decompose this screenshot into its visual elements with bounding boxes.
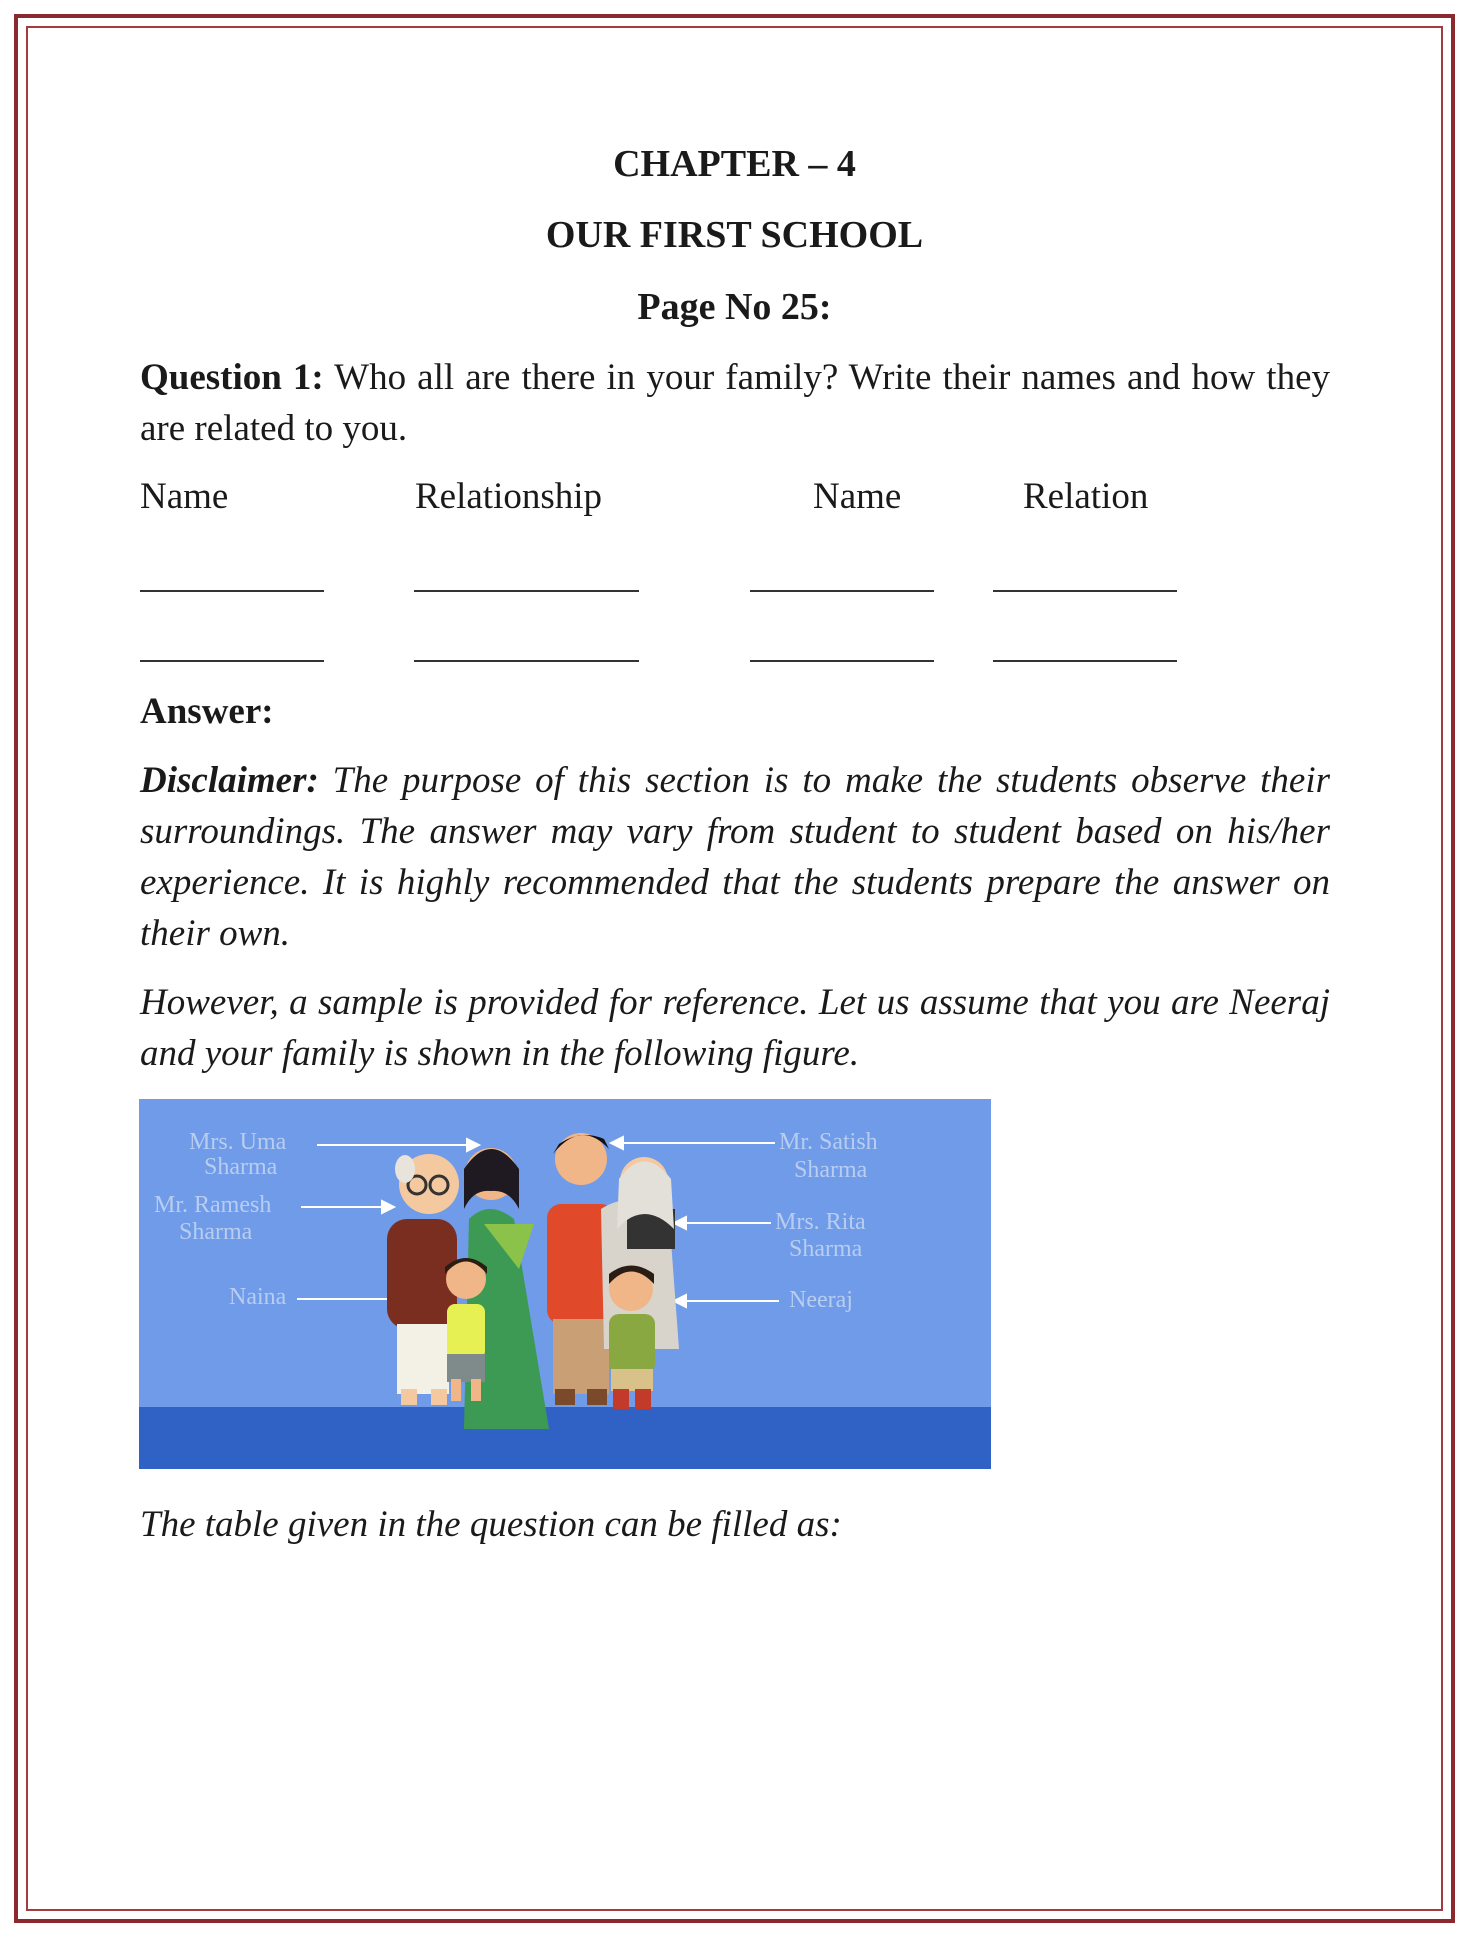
sample-paragraph: However, a sample is provided for reference. Let us assume that you are Neeraj and your family is shown in the following figure. [140, 982, 1330, 1074]
column-header-relation: Relation [1023, 476, 1149, 517]
column-header-name-1: Name [140, 476, 229, 517]
figure-neeraj [609, 1266, 655, 1410]
blank-line [414, 590, 639, 592]
blank-line [140, 660, 324, 662]
answer-label: Answer: [140, 691, 274, 732]
disclaimer-label: Disclaimer: [140, 760, 319, 801]
chapter-heading: CHAPTER – 4 [613, 143, 856, 185]
question-1 [140, 352, 1330, 454]
label-ramesh-line1: Mr. Ramesh [154, 1192, 272, 1218]
label-ramesh-line2: Sharma [179, 1219, 253, 1245]
column-header-relationship: Relationship [415, 476, 603, 517]
label-neeraj: Neeraj [789, 1287, 853, 1313]
figure-floor [139, 1407, 991, 1469]
question-label: Question 1: [140, 357, 324, 398]
label-uma-line2: Sharma [204, 1154, 278, 1180]
label-uma-line1: Mrs. Uma [189, 1129, 287, 1155]
blank-line [140, 590, 324, 592]
blank-line [414, 660, 639, 662]
blank-line [750, 660, 934, 662]
blank-line [750, 590, 934, 592]
family-illustration [139, 1099, 991, 1469]
label-rita-line2: Sharma [789, 1236, 863, 1262]
blank-line [993, 590, 1177, 592]
page-number-heading: Page No 25: [637, 286, 832, 328]
label-satish-line2: Sharma [794, 1157, 868, 1183]
blank-line [993, 660, 1177, 662]
figure-naina [445, 1258, 487, 1401]
label-naina: Naina [229, 1284, 287, 1310]
chapter-title: OUR FIRST SCHOOL [545, 214, 924, 256]
label-rita-line1: Mrs. Rita [775, 1209, 866, 1235]
disclaimer-paragraph [140, 755, 1330, 959]
question-text: Who all are there in your family? Write their names and how they are related to you. [140, 357, 1330, 449]
closing-line: The table given in the question can be filled as: [140, 1504, 842, 1545]
disclaimer-text: The purpose of this section is to make the students observe their surroundings. The answer may vary from student to student based on his/her experience. It is highly recommended that the students prepare the answer on their own. [140, 760, 1330, 954]
label-satish-line1: Mr. Satish [779, 1129, 878, 1155]
column-header-name-2: Name [813, 476, 902, 517]
